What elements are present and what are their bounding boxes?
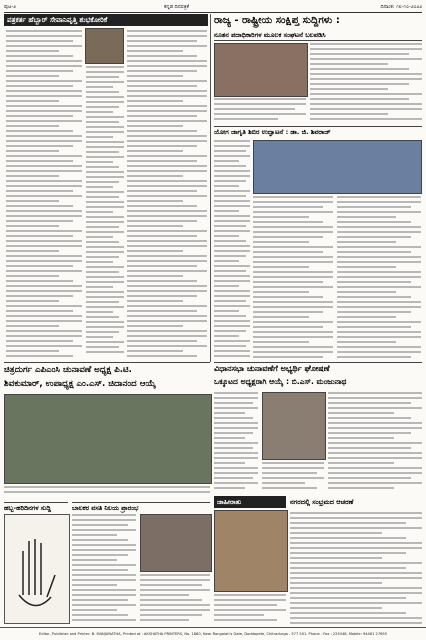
right-bottom-text — [290, 512, 422, 626]
right-mid-text-2 — [328, 392, 422, 492]
left-col-text-3 — [127, 30, 207, 360]
hostel-headline: ಬಾಲಕರ ವಸತಿ ನಿಲಯ ಪ್ರಾರಂಭ — [72, 502, 210, 513]
ad-label: ಜಾಹೀರಾತು — [217, 498, 242, 506]
banner-line-1: ಚಿತ್ರದುರ್ಗ ಎಪಿಎಂಸಿ ಚುನಾವಣೆ ಅಧ್ಯಕ್ಷ ಪಿ.ಟಿ. — [4, 365, 132, 375]
left-col-text-1 — [6, 30, 82, 360]
page-header — [4, 3, 422, 11]
right-mid-text-3 — [262, 462, 324, 492]
cartoon-box — [4, 514, 70, 624]
yoga-event-photo — [253, 140, 422, 194]
left-top-headline: ಪತ್ರಕರ್ತ ಹೆಬ್ಬಾರ್ ಸೇವಾನಿವೃತ್ತಿ ಶುಭಕೋರಿಕೆ — [7, 16, 108, 24]
header-rule — [4, 12, 422, 13]
masthead-center: ಕನ್ನಡ ದಿನಪತ್ರಿಕೆ — [164, 4, 190, 10]
group-photo-caption — [4, 486, 210, 500]
ad-text — [214, 594, 286, 626]
banner-line-2: ಶಿವಕುಮಾರ್, ಉಪಾಧ್ಯಕ್ಷ ಎಂ.ಎಸ್. ಚಿದಾನಂದ ಆಯ್ಕೆ — [4, 379, 156, 389]
cartoon-drawing — [5, 515, 69, 623]
candidate-photo — [262, 392, 326, 460]
issue-date: ದಿನಾಂಕ: ೧೮-೧೦-೨೦೨೨ — [380, 4, 422, 10]
right-bottom-headline: ನಗರದಲ್ಲಿ ಸಂಭ್ರಮದ ಆಚರಣೆ — [290, 498, 354, 506]
ad-photo — [214, 510, 288, 592]
right-top-text — [310, 43, 422, 123]
right-mid-headline-1: ವಿಧಾನಸಭಾ ಚುನಾವಣೆಗೆ ಅಭ್ಯರ್ಥಿ ಘೋಷಣೆ — [214, 362, 422, 375]
yoga-text-1 — [214, 140, 250, 360]
right-top-headline: ರಾಜ್ಯ - ರಾಷ್ಟ್ರೀಯ ಸಂಕ್ಷಿಪ್ತ ಸುದ್ದಿಗಳು : — [214, 15, 340, 26]
right-mid-text-1 — [214, 392, 258, 492]
right-top-text-2 — [214, 98, 306, 124]
right-top-subhead: ನೂತನ ಪದಾಧಿಕಾರಿಗಳ ಮೂಲಕ ಸಂಘಟನೆ ಬಲಪಡಿಸಿ — [214, 30, 422, 41]
hostel-photo — [140, 514, 212, 572]
banner-box — [4, 362, 210, 393]
column-divider — [210, 14, 211, 362]
footer-imprint: Editor, Publisher and Printer: B. MANJUNATHA, Printed at : AKSHATHA PRINTERS, No. 1860, Near Rangaiah's Gate, Doddapete, Chitradurga - 577 501. Phone - Fax : 225048, Mobile: 94481 27655 — [0, 627, 426, 640]
left-top-headline-box — [4, 14, 208, 26]
yoga-text-3 — [337, 196, 421, 360]
hostel-text-1 — [72, 514, 136, 626]
right-mid-headline-2: ಒಕ್ಕೂಟದ ಅಧ್ಯಕ್ಷರಾಗಿ ಆಯ್ಕೆ : ಬಿ.ಎಸ್. ಮಂಜುನಾಥ — [214, 377, 347, 386]
right-section2-headline: ಯೋಗ ಜಾಗೃತಿ ಶಿಬಿರ ಉದ್ಘಾಟನೆ : ಡಾ. ಜಿ. ಶಿವರಾಜ್ — [214, 126, 422, 137]
hostel-text-2 — [140, 574, 210, 626]
ad-label-box — [214, 496, 286, 508]
left-bottom-headline: ಹಬ್ಬ-ಹರಿದಿನಗಳ ಸುದ್ದಿ — [4, 502, 68, 513]
page-number: ಪುಟ-೨ — [4, 4, 16, 10]
story-photo-portrait — [85, 28, 124, 64]
group-photo — [4, 394, 212, 484]
left-col-text-2 — [86, 66, 124, 360]
meeting-photo — [214, 43, 308, 97]
yoga-text-2 — [253, 196, 333, 360]
